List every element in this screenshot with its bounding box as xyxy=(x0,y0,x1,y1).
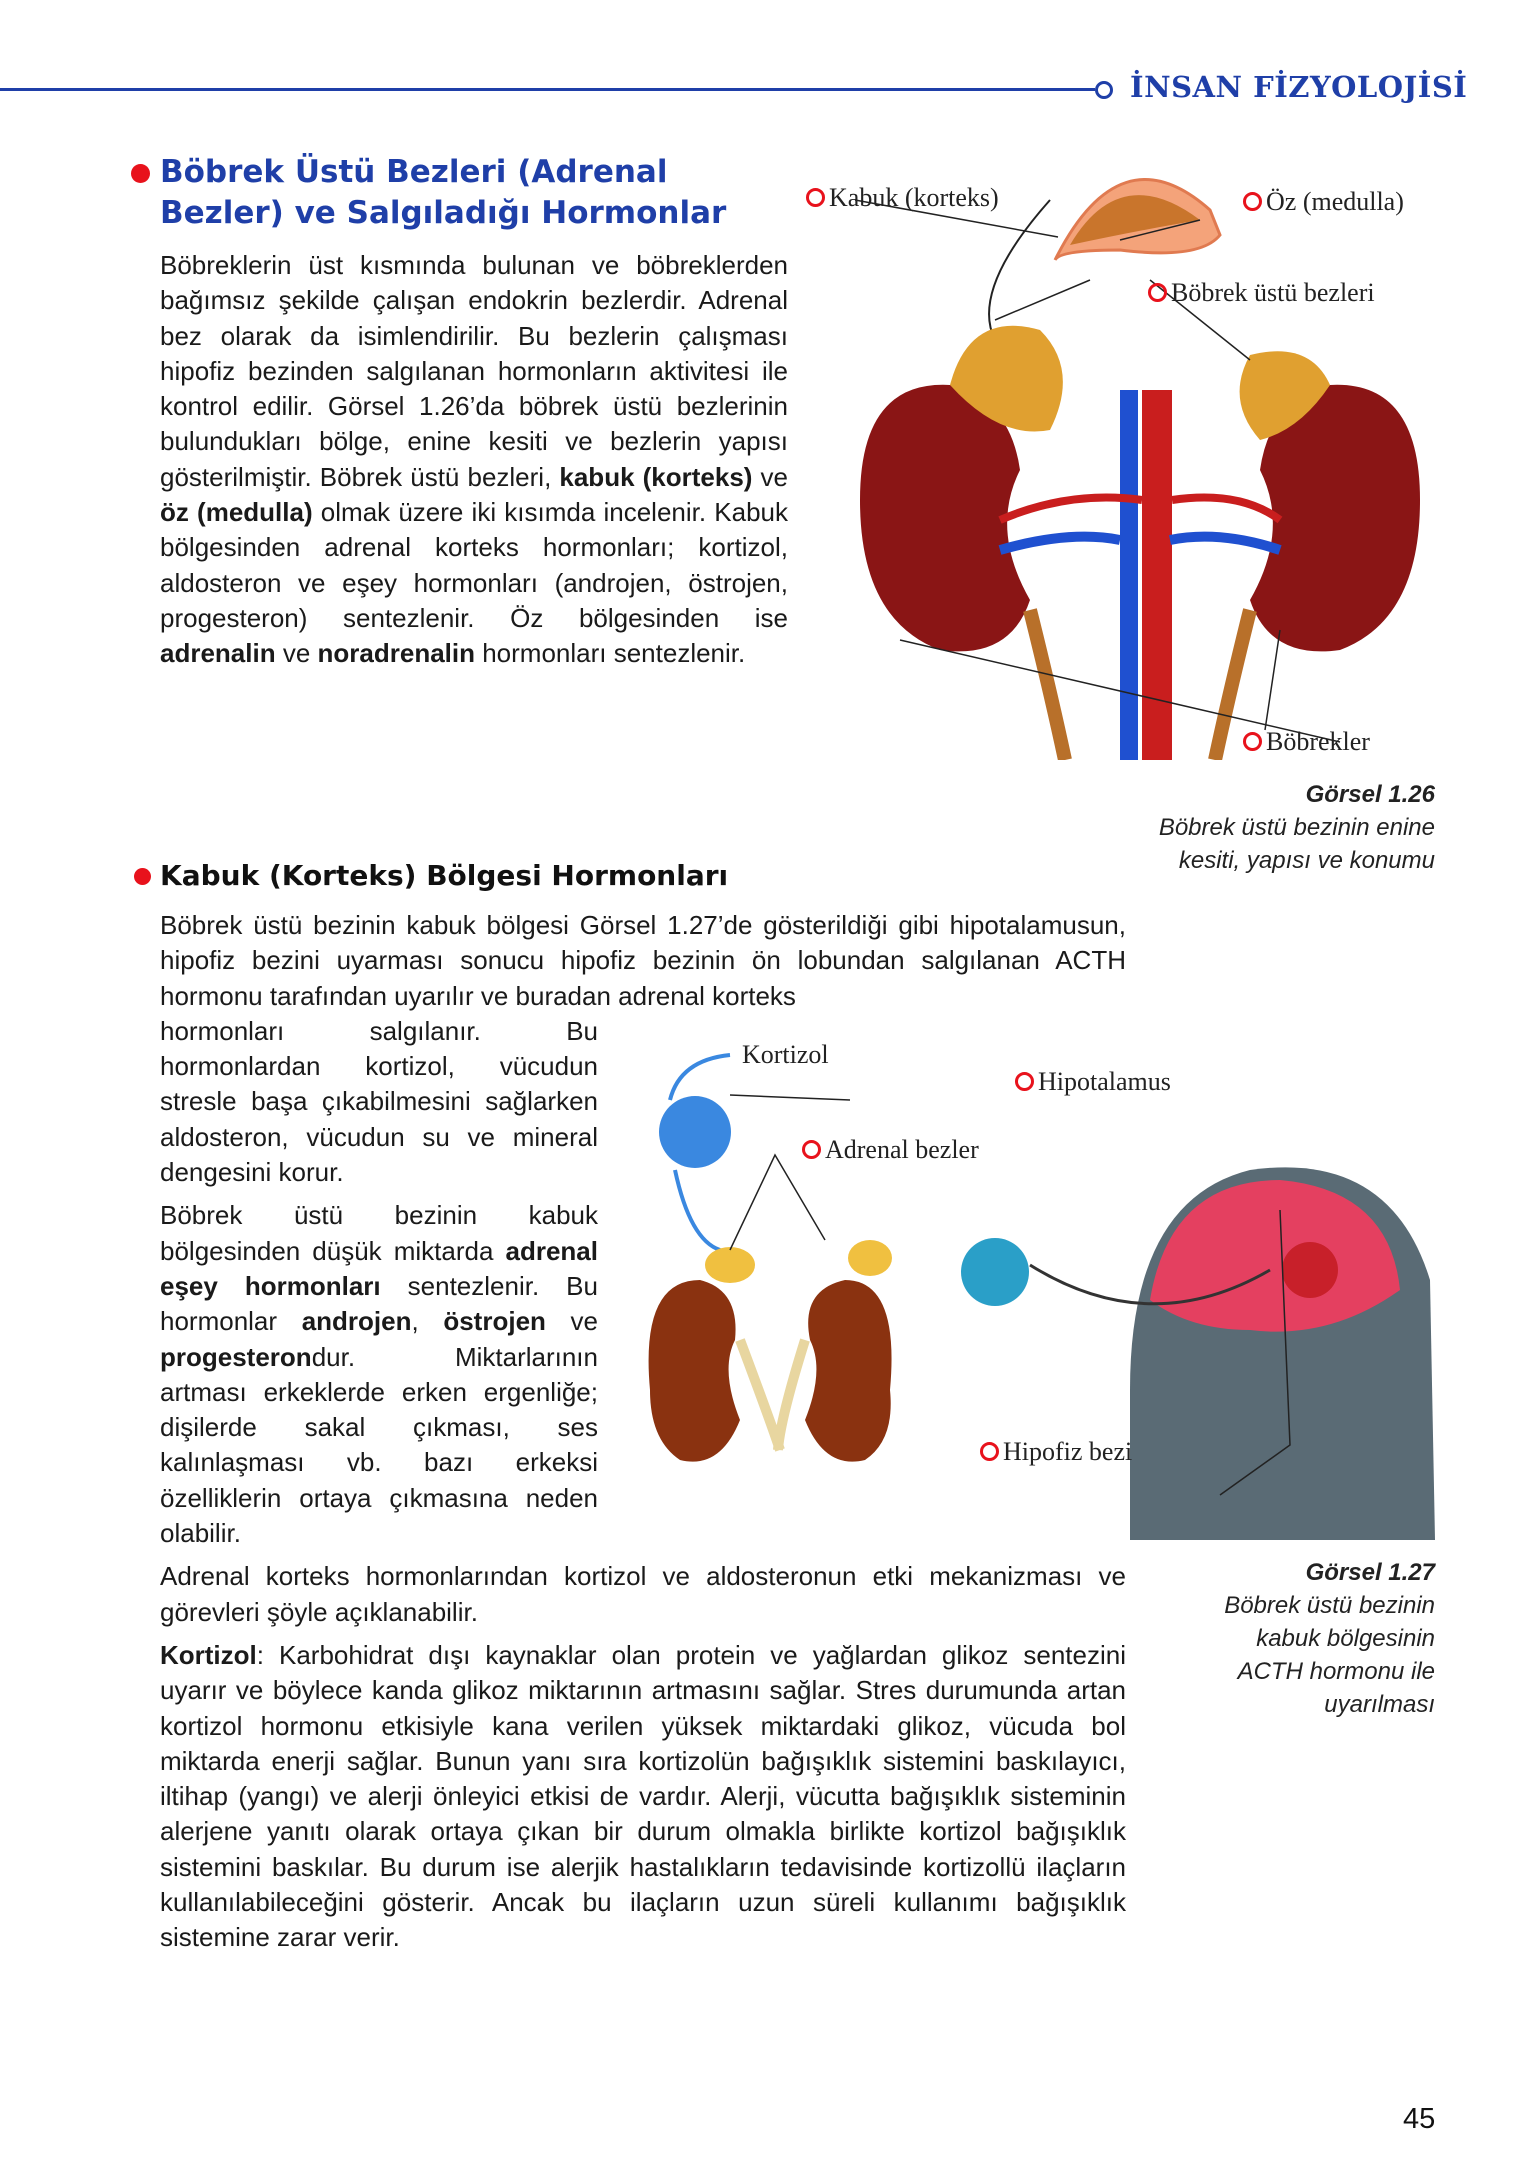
paragraph-acth-narrow: hormonları salgılanır. Bu hormonlardan kortizol, vücudun stresle başa çıkabilmesini sağlarken aldosteron, vücudun su ve mineral dengesini korur. xyxy=(160,1015,598,1188)
header-rule-end-circle xyxy=(1095,81,1113,99)
paragraph-acth-wide: Böbrek üstü bezinin kabuk bölgesi Görsel 1.27’de gösterildiği gibi hipotalamusun, hipofiz bezini uyarması sonucu hipofiz bezinin ön lobundan salgılanan ACTH hormonu tarafından uyarılır ve buradan adrenal korteks xyxy=(160,910,1126,1011)
paragraph-intro: Böbreklerin üst kısmında bulunan ve böbreklerden bağımsız şekilde çalışan endokrin bezlerdir. Adrenal bez olarak da isimlendirilir. Bu bezlerin çalışması hipofiz bezinden salgılanan hormonların aktivitesi ile kontrol edilir. Görsel 1.26’da böbrek üstü bezlerinin bulundukları bölge, enine kesiti ve bezlerin yapısı gösterilmiştir. Böbrek üstü bezleri, kabuk (korteks) ve öz (medulla) olmak üzere iki kısımda incelenir. Kabuk bölgesinden adrenal korteks hormonları; kortizol, aldosteron ve eşey hormonları (androjen, östrojen, progesteron) sentezlenir. Öz bölgesinden ise adrenalin ve noradrenalin hormonları sentezlenir. xyxy=(160,250,788,669)
subsection-heading xyxy=(160,858,1126,894)
label-cortex: Kabuk (korteks) xyxy=(806,183,999,213)
label-adrenal-glands-fig127: Adrenal bezler xyxy=(802,1135,979,1165)
paragraph-cortisol: Kortizol: Karbohidrat dışı kaynaklar olan protein ve yağlardan glikoz sentezini uyarır ve böylece kanda glikoz miktarının artmasını sağlar. Stres durumunda artan kortizol hormonu etkisiyle kana verilen yüksek miktardaki glikoz, vücuda bol miktarda enerji sağlar. Bunun yanı sıra kortizolün bağışıklık sistemini baskılayıcı, iltihap (yangı) ve alerji önleyici etkisi de vardır. Alerji, vücutta bağışıklık sisteminin alerjene yanıtı olarak ortaya çıkan bir durum olmakla birlikte kortizol bağışıklık sistemini baskılar. Bu durum ise alerjik hastalıkların tedavisinde kortizollü ilaçların kullanılabileceğini gösterir. Ancak bu ilaçların uzun süreli kullanımı bağışıklık sistemine zarar verir. xyxy=(160,1639,1126,1953)
bullet-dot-icon xyxy=(134,868,151,885)
label-cortisol: Kortizol xyxy=(742,1040,829,1069)
figure-127-caption: Görsel 1.27 Böbrek üstü bezinin kabuk bölgesinin ACTH hormonu ile uyarılması xyxy=(1224,1559,1435,1718)
subsection-heading-text: Kabuk (Korteks) Bölgesi Hormonları xyxy=(160,859,729,892)
header-rule xyxy=(0,88,1095,91)
chapter-title: İNSAN FİZYOLOJİSİ xyxy=(1130,70,1468,104)
label-hypothalamus: Hipotalamus xyxy=(1015,1067,1171,1097)
label-pituitary: Hipofiz bezi xyxy=(980,1437,1132,1467)
figure-126-kidney-illustration xyxy=(820,140,1440,760)
bullet-dot-icon xyxy=(131,164,150,183)
page-number: 45 xyxy=(1403,2103,1436,2135)
figure-126-caption: Görsel 1.26 Böbrek üstü bezinin enine kesiti, yapısı ve konumu xyxy=(1158,781,1435,874)
label-medulla: Öz (medulla) xyxy=(1243,187,1404,217)
paragraph-mechanism: Adrenal korteks hormonlarından kortizol ve aldosteronun etki mekanizması ve görevleri şöyle açıklanabilir. xyxy=(160,1561,1126,1627)
label-adrenal-glands: Böbrek üstü bezleri xyxy=(1148,278,1375,308)
label-kidneys: Böbrekler xyxy=(1243,727,1370,757)
section-heading: Böbrek Üstü Bezleri (Adrenal Bezler) ve Salgıladığı Hormonlar xyxy=(160,154,727,231)
paragraph-sex-hormones: Böbrek üstü bezinin kabuk bölgesinden düşük miktarda adrenal eşey hormonları sentezlenir. Bu hormonlar androjen, östrojen ve progesterondur. Miktarlarının artması erkeklerde erken ergenliğe; dişilerde sakal çıkması, ses kalınlaşması vb. bazı erkeksi özelliklerin ortaya çıkmasına neden olabilir. xyxy=(160,1200,599,1549)
